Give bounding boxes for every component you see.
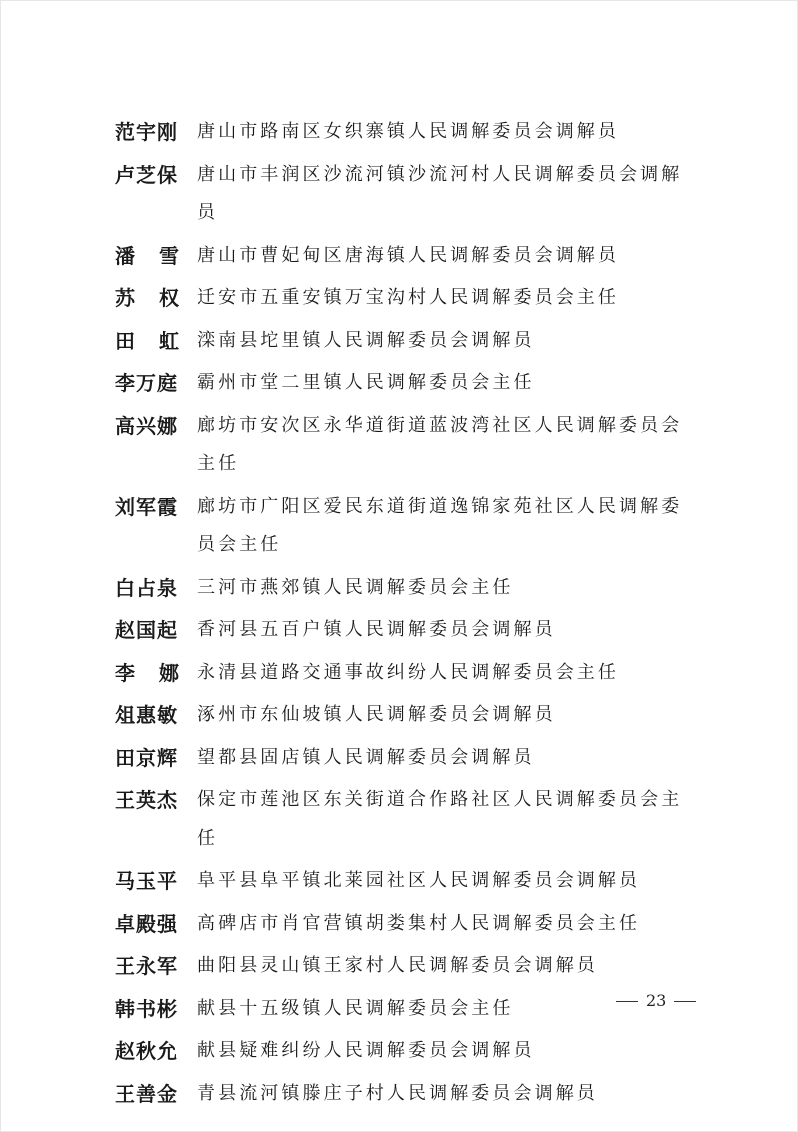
entry-role: 望都县固店镇人民调解委员会调解员 (197, 746, 535, 768)
page-number-footer (608, 991, 704, 1010)
entry-role: 廊坊市广阳区爱民东道街道逸锦家苑社区人民调解委员会主任 (197, 495, 683, 555)
entry-name: 高兴娜 (115, 413, 178, 438)
entry-role: 廊坊市安次区永华道街道蓝波湾社区人民调解委员会主任 (197, 414, 683, 474)
entry-name: 白占泉 (115, 575, 178, 600)
entry-role: 迁安市五重安镇万宝沟村人民调解委员会主任 (197, 287, 619, 308)
entry-name: 马玉平 (115, 869, 178, 893)
list-item (115, 739, 715, 778)
list-item (115, 364, 715, 403)
entry-role: 霸州市堂二里镇人民调解委员会主任 (197, 372, 535, 393)
list-item (115, 781, 715, 858)
dash-left-icon (616, 1001, 638, 1002)
dash-right-icon (674, 1001, 696, 1002)
entry-role: 唐山市路南区女织寨镇人民调解委员会调解员 (197, 121, 619, 142)
entry-name: 王善金 (115, 1081, 178, 1106)
entry-name: 卢芝保 (115, 162, 178, 187)
entry-role: 高碑店市肖官营镇胡娄集村人民调解委员会主任 (197, 912, 641, 934)
entry-role: 曲阳县灵山镇王家村人民调解委员会调解员 (197, 955, 598, 976)
list-item (115, 947, 715, 986)
entry-name: 田虹 (115, 328, 203, 353)
list-item (115, 279, 715, 318)
list-item (115, 1032, 715, 1071)
list-item (115, 569, 715, 608)
entry-role: 青县流河镇滕庄子村人民调解委员会调解员 (197, 1082, 598, 1104)
entry-name: 王永军 (115, 954, 178, 978)
list-item (115, 113, 715, 152)
entry-name: 王英杰 (115, 788, 178, 812)
entry-role: 唐山市丰润区沙流河镇沙流河村人民调解委员会调解员 (197, 163, 683, 223)
entry-name: 潘雪 (115, 243, 203, 268)
list-item (115, 488, 715, 565)
entry-role: 香河县五百户镇人民调解委员会调解员 (197, 619, 556, 640)
entry-name: 范宇刚 (115, 120, 178, 144)
entry-name: 韩书彬 (115, 996, 178, 1021)
list-item (115, 862, 715, 901)
entry-role: 阜平县阜平镇北莱园社区人民调解委员会调解员 (197, 870, 641, 891)
list-item (115, 156, 715, 233)
entry-role: 三河市燕郊镇人民调解委员会主任 (197, 576, 514, 598)
entry-name: 田京辉 (115, 745, 178, 770)
entry-name: 俎惠敏 (115, 703, 178, 727)
entry-name: 苏权 (115, 286, 203, 310)
entry-role: 献县疑难纠纷人民调解委员会调解员 (197, 1040, 535, 1061)
list-item (115, 611, 715, 650)
entry-role: 唐山市曹妃甸区唐海镇人民调解委员会调解员 (197, 244, 619, 266)
list-item (115, 905, 715, 944)
entry-name: 李娜 (115, 660, 203, 685)
list-item (115, 407, 715, 484)
entry-name: 赵秋允 (115, 1039, 178, 1063)
entry-role: 保定市莲池区东关街道合作路社区人民调解委员会主任 (197, 789, 683, 849)
entry-role: 永清县道路交通事故纠纷人民调解委员会主任 (197, 661, 619, 683)
list-item (115, 322, 715, 361)
mediator-list (115, 113, 715, 1117)
list-item (115, 696, 715, 735)
list-item (115, 237, 715, 276)
entry-role: 献县十五级镇人民调解委员会主任 (197, 997, 514, 1019)
entry-role: 涿州市东仙坡镇人民调解委员会调解员 (197, 704, 556, 725)
entry-name: 赵国起 (115, 618, 178, 642)
entry-name: 李万庭 (115, 371, 178, 395)
entry-name: 卓殿强 (115, 911, 178, 936)
entry-role: 滦南县坨里镇人民调解委员会调解员 (197, 329, 535, 351)
page-number: 23 (646, 991, 667, 1010)
list-item (115, 654, 715, 693)
list-item (115, 1075, 715, 1114)
entry-name: 刘军霞 (115, 494, 178, 519)
